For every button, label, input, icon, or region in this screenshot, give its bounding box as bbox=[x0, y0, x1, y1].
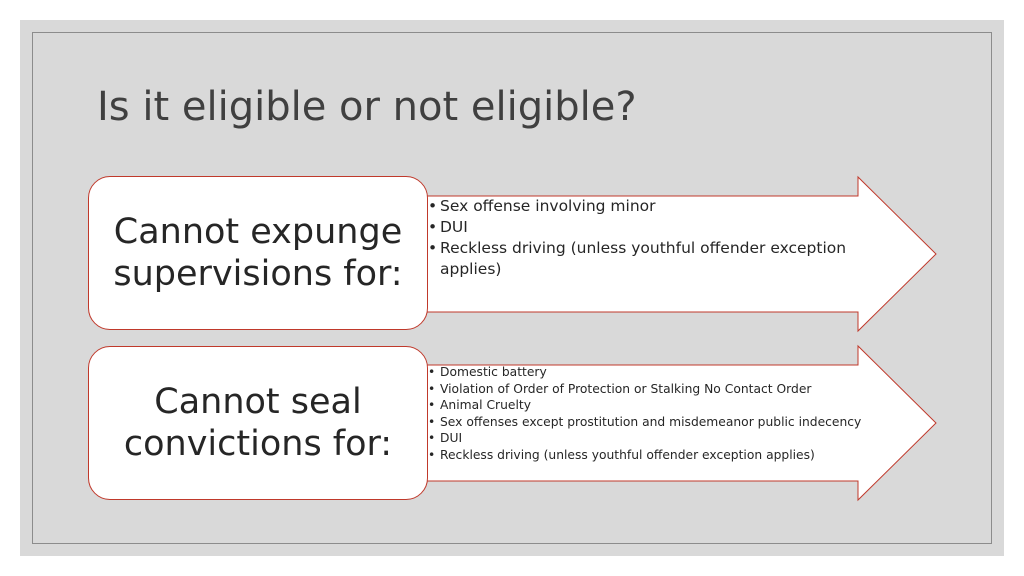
block-2-item: • DUI bbox=[426, 430, 878, 447]
block-2-heading-card bbox=[88, 346, 428, 500]
block-2-list bbox=[426, 364, 878, 464]
block-1-heading: Cannot expunge supervisions for: bbox=[113, 212, 403, 294]
block-2-item: • Animal Cruelty bbox=[426, 397, 878, 414]
block-1-item: • DUI bbox=[426, 217, 878, 238]
block-1-heading-card bbox=[88, 176, 428, 330]
block-2-heading: Cannot seal convictions for: bbox=[123, 382, 393, 464]
slide-title: Is it eligible or not eligible? bbox=[97, 84, 637, 130]
block-2-item: • Sex offenses except prostitution and misdemeanor public indecency bbox=[426, 414, 878, 431]
slide bbox=[20, 20, 1004, 556]
block-2-item: • Reckless driving (unless youthful offender exception applies) bbox=[426, 447, 878, 464]
block-1-item: • Sex offense involving minor bbox=[426, 196, 878, 217]
block-1-item: • Reckless driving (unless youthful offender exception applies) bbox=[426, 238, 878, 280]
block-2-item: • Violation of Order of Protection or Stalking No Contact Order bbox=[426, 381, 878, 398]
block-2-item: • Domestic battery bbox=[426, 364, 878, 381]
block-1-list bbox=[426, 196, 878, 280]
